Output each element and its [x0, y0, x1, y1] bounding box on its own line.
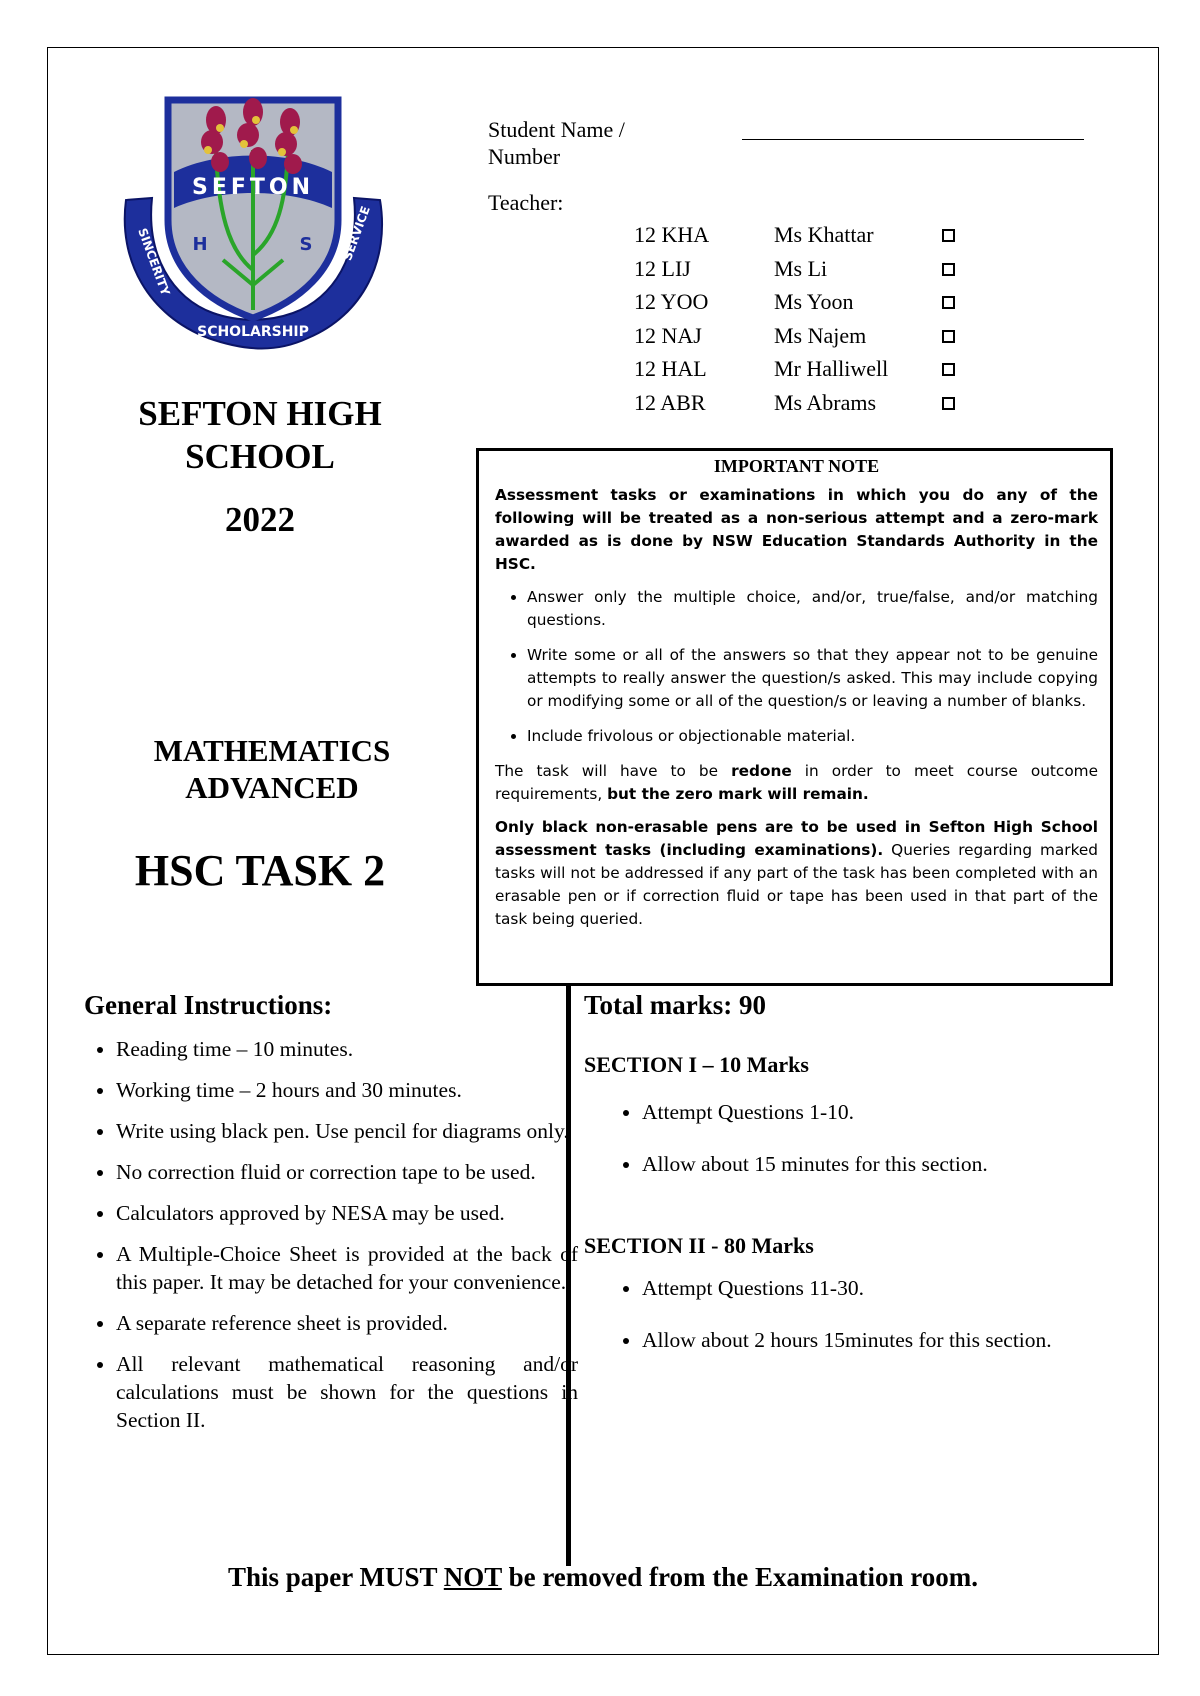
school-name-line1: SEFTON HIGH: [138, 394, 382, 433]
footer-underlined: NOT: [443, 1562, 502, 1592]
important-note-box: [476, 448, 1113, 986]
crest-initial-s: S: [299, 234, 313, 255]
crest-ring-bottom: SCHOLARSHIP: [197, 324, 309, 340]
teacher-checkbox[interactable]: [942, 397, 955, 410]
teacher-row: [634, 256, 964, 290]
important-note-item: • Include frivolous or objectionable material.: [527, 725, 1098, 748]
crest-ring-left: SINCERITY: [135, 226, 173, 298]
important-note-list: [495, 586, 1098, 748]
pens-paragraph: [495, 816, 1098, 931]
instruction-item: • A Multiple-Choice Sheet is provided at the back of this paper. It may be detached for your convenience.: [116, 1240, 578, 1296]
redo-text-2: in order to meet course outcome requirements,: [495, 762, 1098, 803]
section1-item: • Allow about 15 minutes for this section.: [642, 1150, 1082, 1178]
teacher-name: Ms Khattar: [774, 222, 874, 247]
school-crest-logo: [108, 80, 398, 360]
section2-item: • Attempt Questions 11-30.: [642, 1274, 1082, 1302]
class-code: 12 YOO: [634, 289, 709, 314]
exam-year: 2022: [225, 500, 295, 539]
instruction-item: • Calculators approved by NESA may be used.: [116, 1199, 578, 1227]
teacher-checkbox[interactable]: [942, 263, 955, 276]
redo-text-1: The task will have to be: [495, 762, 732, 780]
teacher-row: [634, 222, 964, 256]
teacher-checkbox[interactable]: [942, 229, 955, 242]
teacher-row: [634, 356, 964, 390]
task-title: HSC TASK 2: [134, 846, 386, 895]
crest-initial-h: H: [192, 234, 208, 255]
instruction-item: • Reading time – 10 minutes.: [116, 1035, 578, 1063]
instruction-item: • Write using black pen. Use pencil for diagrams only.: [116, 1117, 578, 1145]
instruction-item: • A separate reference sheet is provided.: [116, 1309, 578, 1337]
section1-item: • Attempt Questions 1-10.: [642, 1098, 1082, 1126]
teacher-checkbox[interactable]: [942, 363, 955, 376]
teacher-name: Mr Halliwell: [774, 356, 889, 381]
teacher-row: [634, 390, 964, 424]
section1-list: [604, 1098, 1082, 1202]
teacher-checkbox[interactable]: [942, 296, 955, 309]
total-marks: Total marks: 90: [584, 990, 767, 1020]
teacher-list: [634, 222, 964, 423]
redo-paragraph: [495, 760, 1098, 806]
crest-ring-right: SERVICE: [340, 204, 373, 263]
instruction-item: • Working time – 2 hours and 30 minutes.: [116, 1076, 578, 1104]
important-note-title: IMPORTANT NOTE: [713, 456, 880, 476]
instruction-item: • All relevant mathematical reasoning and/or calculations must be shown for the questions in Section II.: [116, 1350, 578, 1434]
section2-list: [604, 1274, 1082, 1378]
important-note-intro: Assessment tasks or examinations in which you do any of the following will be treated as a non-serious attempt and a zero-mark awarded as is done by NSW Education Standards Authority in the HSC.: [495, 486, 1098, 573]
pens-text-rest: Queries regarding marked tasks will not be addressed if any part of the task has been completed with an erasable pen or if correction fluid or tape has been used in that part of the task being queried.: [495, 841, 1099, 928]
student-name-label: [488, 116, 625, 170]
teacher-row: [634, 323, 964, 357]
class-code: 12 NAJ: [634, 322, 702, 348]
class-code: 12 KHA: [634, 222, 710, 247]
student-name-field[interactable]: [742, 139, 1084, 140]
class-code: 12 HAL: [634, 356, 707, 381]
teacher-name: Ms Li: [774, 255, 828, 281]
subject-line1: MATHEMATICS: [153, 733, 391, 768]
crest-top-text: SEFTON: [191, 175, 315, 200]
teacher-name: Ms Yoon: [774, 289, 854, 314]
teacher-label: Teacher:: [488, 190, 564, 215]
general-instructions-title: General Instructions:: [84, 990, 333, 1020]
teacher-name: Ms Abrams: [774, 389, 877, 415]
school-name-line2: SCHOOL: [185, 437, 335, 476]
section2-item: • Allow about 2 hours 15minutes for this section.: [642, 1326, 1082, 1354]
important-note-item: • Write some or all of the answers so that they appear not to be genuine attempts to really answer the question/s asked. This may include copying or modifying some or all of the question/s or leaving a number of blanks.: [527, 644, 1098, 713]
redo-text-bold: redone: [731, 762, 792, 780]
teacher-checkbox[interactable]: [942, 330, 955, 343]
instruction-item: • No correction fluid or correction tape to be used.: [116, 1158, 578, 1186]
teacher-row: [634, 289, 964, 323]
subject-line2: ADVANCED: [185, 770, 359, 805]
section1-title: SECTION I – 10 Marks: [584, 1052, 809, 1077]
student-name-label-line2: Number: [488, 144, 561, 169]
footer-text-2: be removed from the Examination room.: [501, 1562, 979, 1592]
class-code: 12 LIJ: [634, 255, 691, 281]
section2-title: SECTION II - 80 Marks: [584, 1233, 814, 1258]
subject-title: [112, 732, 432, 806]
general-instructions-list: [78, 1035, 578, 1447]
pens-text-bold: Only black non-erasable pens are to be used in Sefton High School assessment tasks (including examinations).: [495, 818, 1098, 859]
footer-warning: [47, 1562, 1159, 1593]
redo-text-bold-2: but the zero mark will remain.: [607, 785, 869, 803]
footer-text-1: This paper MUST: [227, 1562, 444, 1592]
student-name-label-line1: Student Name /: [488, 117, 625, 142]
class-code: 12 ABR: [634, 389, 706, 415]
important-note-item: • Answer only the multiple choice, and/or, true/false, and/or matching questions.: [527, 586, 1098, 632]
teacher-name: Ms Najem: [774, 322, 867, 348]
school-name: [100, 392, 420, 478]
